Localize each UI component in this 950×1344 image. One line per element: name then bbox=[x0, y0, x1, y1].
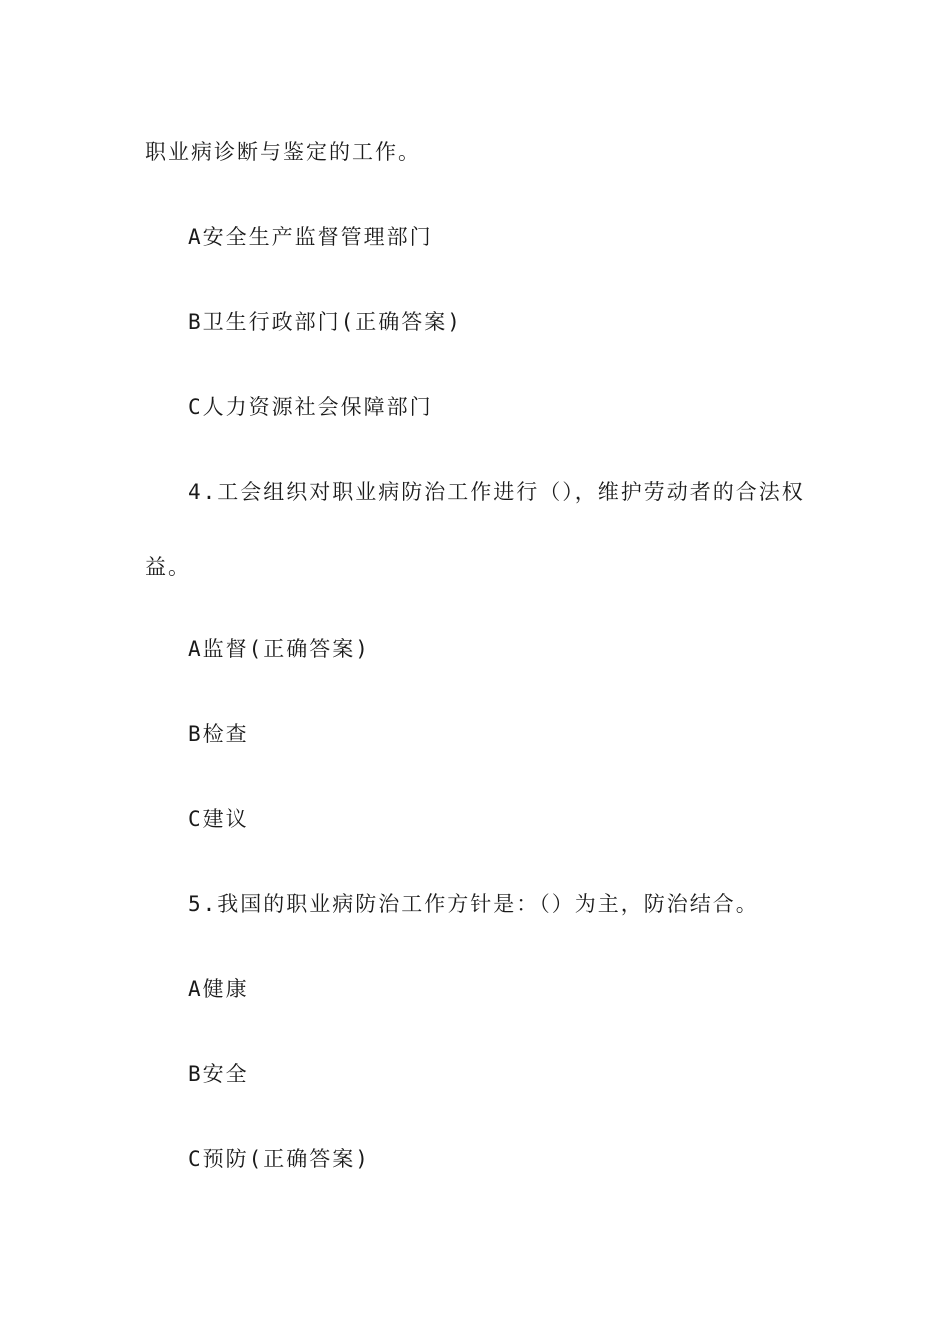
question-3-continuation: 职业病诊断与鉴定的工作。 bbox=[145, 140, 421, 164]
option-a: A健康 bbox=[188, 977, 249, 1001]
question-5: 5.我国的职业病防治工作方针是：（）为主，防治结合。 bbox=[188, 892, 759, 916]
question-4: 4.工会组织对职业病防治工作进行（），维护劳动者的合法权 bbox=[188, 480, 805, 504]
option-b: B安全 bbox=[188, 1062, 249, 1086]
option-b: B卫生行政部门(正确答案) bbox=[188, 310, 462, 334]
option-c: C建议 bbox=[188, 807, 249, 831]
option-a: A监督(正确答案) bbox=[188, 637, 370, 661]
option-c: C人力资源社会保障部门 bbox=[188, 395, 433, 419]
option-b: B检查 bbox=[188, 722, 249, 746]
option-a: A安全生产监督管理部门 bbox=[188, 225, 433, 249]
question-4-continuation: 益。 bbox=[145, 555, 191, 579]
option-c: C预防(正确答案) bbox=[188, 1147, 370, 1171]
